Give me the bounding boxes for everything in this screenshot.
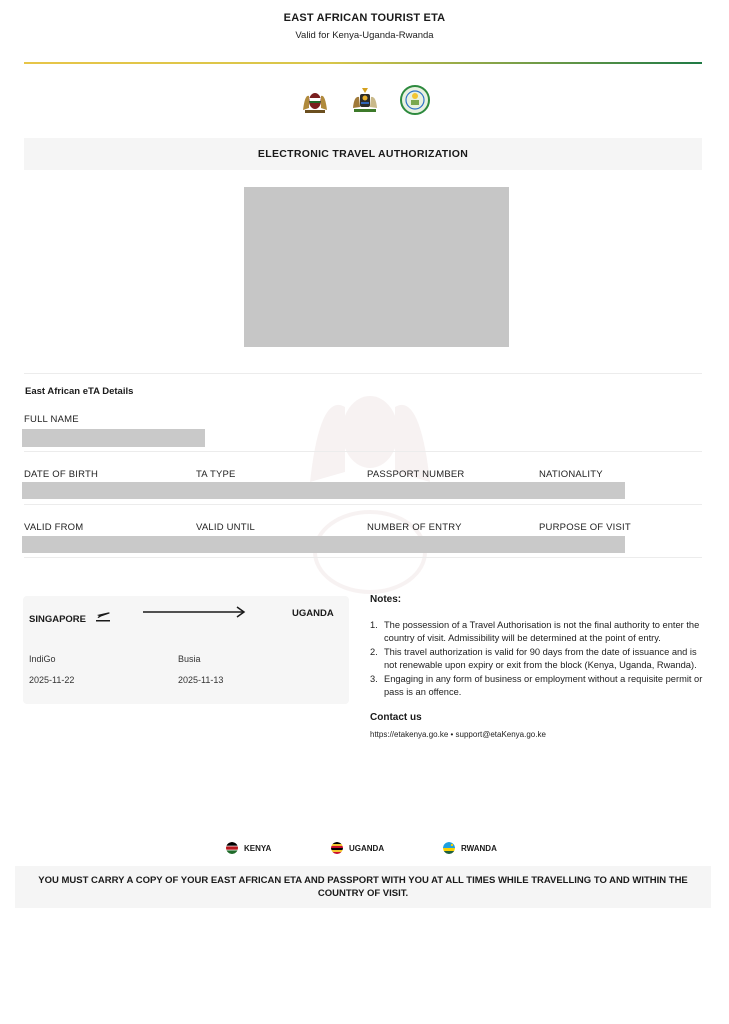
note-item xyxy=(370,646,710,671)
entry-date: 2025-11-13 xyxy=(178,675,224,685)
uganda-coat-of-arms-icon xyxy=(349,84,381,116)
valid-from-label: VALID FROM xyxy=(24,522,84,533)
redacted-full-name xyxy=(22,429,205,447)
country-legend xyxy=(0,842,729,858)
rwanda-flag-icon xyxy=(443,842,455,854)
divider xyxy=(24,557,702,558)
document-heading: EAST AFRICAN TOURIST ETA xyxy=(283,12,446,24)
divider xyxy=(24,451,702,452)
country-uganda xyxy=(331,842,384,854)
uganda-flag-icon xyxy=(331,842,343,854)
carrier-name: IndiGo xyxy=(29,654,56,664)
country-name: KENYA xyxy=(244,843,272,853)
redacted-photo xyxy=(244,187,509,347)
note-item xyxy=(370,673,710,698)
notes-list xyxy=(370,619,710,698)
header-divider xyxy=(24,62,702,64)
carry-copy-notice: YOU MUST CARRY A COPY OF YOUR EAST AFRICAN ETA AND PASSPORT WITH YOU AT ALL TIMES WHILE TRAVELLING TO AND WITHIN THE COUNTRY OF VISIT. xyxy=(15,866,711,908)
contact-title: Contact us xyxy=(370,712,422,723)
kenya-flag-icon xyxy=(226,842,238,854)
plane-departure-icon xyxy=(95,606,111,622)
redacted-row-2-values xyxy=(22,536,625,553)
valid-until-label: VALID UNTIL xyxy=(196,522,256,533)
notes-section xyxy=(370,594,710,739)
dob-label: DATE OF BIRTH xyxy=(24,469,99,480)
country-name: RWANDA xyxy=(461,843,497,853)
full-name-label: FULL NAME xyxy=(24,414,79,425)
origin-country: SINGAPORE xyxy=(29,614,87,625)
details-section-title: East African eTA Details xyxy=(25,386,134,397)
destination-country: UGANDA xyxy=(292,608,334,619)
notes-title: Notes: xyxy=(370,594,402,605)
rwanda-seal-icon xyxy=(399,84,431,116)
entry-point: Busia xyxy=(178,654,201,664)
note-number: 2. xyxy=(370,647,378,657)
contact-details: https://etakenya.go.ke • support@etaKenya.go.ke xyxy=(370,730,546,739)
redacted-row-1-values xyxy=(22,482,625,499)
document-title: ELECTRONIC TRAVEL AUTHORIZATION xyxy=(24,138,702,170)
note-number: 1. xyxy=(370,620,378,630)
country-kenya xyxy=(226,842,271,854)
number-of-entry-label: NUMBER OF ENTRY xyxy=(367,522,462,533)
note-text: The possession of a Travel Authorisation is not the final authority to enter the country of visit. Admissibility will be determined at the point of entry. xyxy=(384,620,700,643)
note-item xyxy=(370,619,710,644)
route-arrow-icon xyxy=(143,605,247,619)
purpose-of-visit-label: PURPOSE OF VISIT xyxy=(539,522,631,533)
passport-number-label: PASSPORT NUMBER xyxy=(367,469,465,480)
document-header xyxy=(0,12,729,41)
kenya-coat-of-arms-icon xyxy=(299,84,331,116)
note-text: This travel authorization is valid for 90 days from the date of issuance and is not renewable upon expiry or exit from the block (Kenya, Uganda, Rwanda). xyxy=(384,647,697,670)
nationality-label: NATIONALITY xyxy=(539,469,603,480)
ta-type-label: TA TYPE xyxy=(196,469,236,480)
flight-card xyxy=(23,596,349,704)
note-text: Engaging in any form of business or employment without a requisite permit or pass is an offence. xyxy=(384,674,703,697)
divider xyxy=(24,504,702,505)
validity-subtitle: Valid for Kenya-Uganda-Rwanda xyxy=(295,30,434,41)
carrier-date: 2025-11-22 xyxy=(29,675,75,685)
country-rwanda xyxy=(443,842,497,854)
note-number: 3. xyxy=(370,674,378,684)
emblem-row xyxy=(0,84,729,116)
country-name: UGANDA xyxy=(349,843,385,853)
